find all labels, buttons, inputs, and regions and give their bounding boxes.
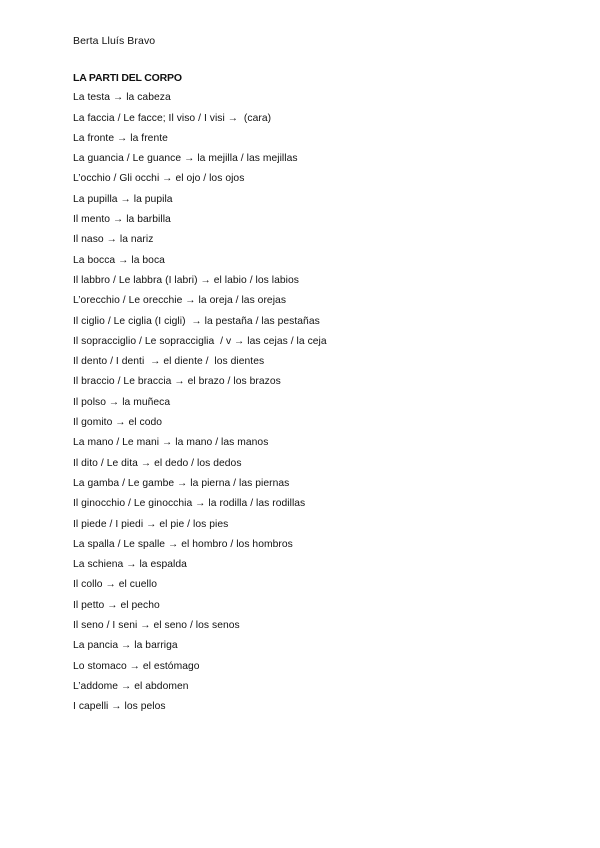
vocabulary-entry: Il ciglio / Le ciglia (I cigli) → la pestaña / las pestañas	[73, 315, 320, 327]
vocabulary-entry: Il braccio / Le braccia → el brazo / los brazos	[73, 376, 281, 388]
document-page	[73, 34, 573, 721]
vocabulary-entry: L’addome → el abdomen	[73, 680, 189, 692]
vocabulary-entry: La gamba / Le gambe → la pierna / las piernas	[73, 477, 290, 489]
vocabulary-entry: Il polso → la muñeca	[73, 396, 171, 408]
vocabulary-entry: La schiena → la espalda	[73, 559, 187, 571]
vocabulary-entry: La mano / Le mani → la mano / las manos	[73, 437, 269, 449]
vocabulary-entry: I capelli → los pelos	[73, 701, 166, 713]
vocabulary-list	[73, 91, 573, 714]
vocabulary-entry: Il seno / I seni → el seno / los senos	[73, 620, 240, 632]
vocabulary-entry: La testa → la cabeza	[73, 92, 171, 104]
vocabulary-entry: La faccia / Le facce; Il viso / I visi → (cara)	[73, 112, 272, 124]
vocabulary-entry: Il sopracciglio / Le sopracciglia / v → las cejas / la ceja	[73, 335, 327, 347]
vocabulary-entry: Lo stomaco → el estómago	[73, 660, 200, 672]
vocabulary-entry: Il ginocchio / Le ginocchia → la rodilla / las rodillas	[73, 498, 306, 510]
vocabulary-entry: Il mento → la barbilla	[73, 214, 171, 226]
vocabulary-entry: La pancia → la barriga	[73, 640, 178, 652]
vocabulary-entry: Il collo → el cuello	[73, 579, 157, 591]
document-title: LA PARTI DEL CORPO	[73, 72, 182, 84]
vocabulary-entry: Il dito / Le dita → el dedo / los dedos	[73, 457, 242, 469]
vocabulary-entry: Il dento / I denti → el diente / los dientes	[73, 356, 265, 368]
vocabulary-entry: Il petto → el pecho	[73, 599, 160, 611]
vocabulary-entry: L’orecchio / Le orecchie → la oreja / las orejas	[73, 295, 287, 307]
vocabulary-entry: L’occhio / Gli occhi → el ojo / los ojos	[73, 173, 245, 185]
vocabulary-entry: Il gomito → el codo	[73, 417, 163, 429]
vocabulary-entry: Il labbro / Le labbra (I labri) → el labio / los labios	[73, 274, 299, 286]
vocabulary-entry: Il naso → la nariz	[73, 234, 154, 246]
vocabulary-entry: La bocca → la boca	[73, 254, 165, 266]
vocabulary-entry: La pupilla → la pupila	[73, 193, 173, 205]
vocabulary-entry: La spalla / Le spalle → el hombro / los hombros	[73, 538, 293, 550]
vocabulary-entry: Il piede / I piedi → el pie / los pies	[73, 518, 229, 530]
author-name: Berta Lluís Bravo	[73, 35, 156, 47]
vocabulary-entry: La guancia / Le guance → la mejilla / las mejillas	[73, 153, 298, 165]
vocabulary-entry: La fronte → la frente	[73, 132, 168, 144]
